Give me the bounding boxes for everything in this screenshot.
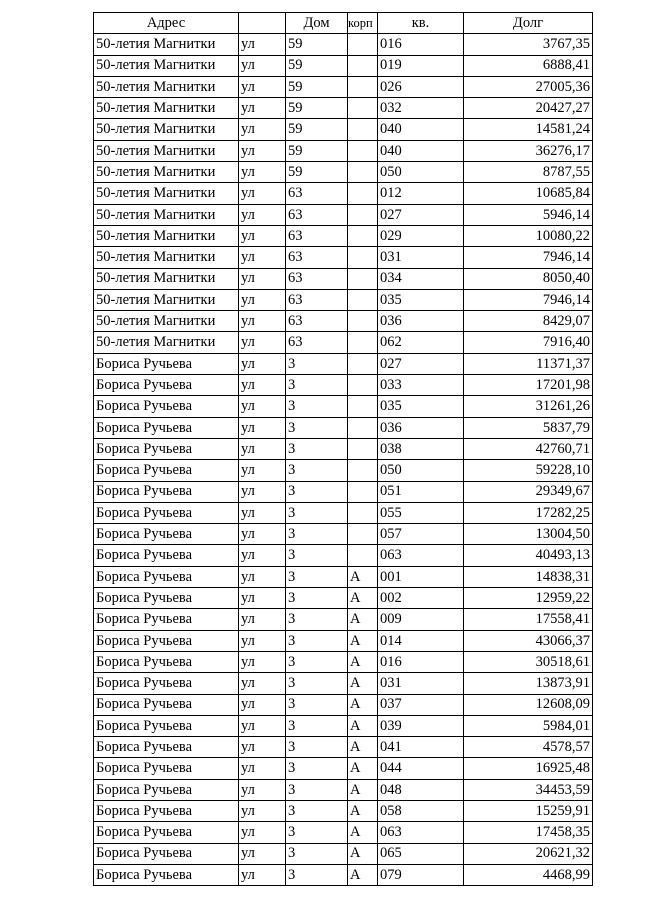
address-cell: 50-летия Магнитки — [94, 268, 239, 289]
header-house: Дом — [286, 13, 348, 34]
building-cell: А — [348, 651, 378, 672]
house-cell: 3 — [286, 758, 348, 779]
building-cell — [348, 460, 378, 481]
apartment-cell: 019 — [378, 55, 464, 76]
building-cell — [348, 55, 378, 76]
table-row — [94, 800, 593, 821]
house-cell: 63 — [286, 183, 348, 204]
building-cell — [348, 76, 378, 97]
street-type-cell: ул — [239, 247, 286, 268]
house-cell: 3 — [286, 609, 348, 630]
building-cell: А — [348, 715, 378, 736]
apartment-cell: 014 — [378, 630, 464, 651]
debt-cell: 36276,17 — [464, 140, 593, 161]
table-row — [94, 737, 593, 758]
house-cell: 3 — [286, 566, 348, 587]
header-building: корп — [348, 13, 378, 34]
apartment-cell: 012 — [378, 183, 464, 204]
table-row — [94, 289, 593, 310]
apartment-cell: 027 — [378, 353, 464, 374]
apartment-cell: 079 — [378, 864, 464, 885]
table-row — [94, 588, 593, 609]
street-type-cell: ул — [239, 119, 286, 140]
debt-cell: 40493,13 — [464, 545, 593, 566]
building-cell: А — [348, 630, 378, 651]
street-type-cell: ул — [239, 800, 286, 821]
header-row — [94, 13, 593, 34]
table-row — [94, 183, 593, 204]
building-cell: А — [348, 737, 378, 758]
debt-cell: 7946,14 — [464, 289, 593, 310]
apartment-cell: 037 — [378, 694, 464, 715]
table-row — [94, 502, 593, 523]
apartment-cell: 058 — [378, 800, 464, 821]
street-type-cell: ул — [239, 353, 286, 374]
debt-cell: 13873,91 — [464, 673, 593, 694]
apartment-cell: 063 — [378, 822, 464, 843]
building-cell — [348, 225, 378, 246]
street-type-cell: ул — [239, 375, 286, 396]
debt-cell: 20621,32 — [464, 843, 593, 864]
house-cell: 3 — [286, 502, 348, 523]
table-row — [94, 715, 593, 736]
table-row — [94, 545, 593, 566]
house-cell: 3 — [286, 737, 348, 758]
debt-cell: 14838,31 — [464, 566, 593, 587]
building-cell: А — [348, 588, 378, 609]
house-cell: 63 — [286, 268, 348, 289]
house-cell: 3 — [286, 715, 348, 736]
address-cell: Бориса Ручьева — [94, 375, 239, 396]
apartment-cell: 038 — [378, 438, 464, 459]
address-cell: Бориса Ручьева — [94, 864, 239, 885]
house-cell: 3 — [286, 545, 348, 566]
house-cell: 3 — [286, 673, 348, 694]
address-cell: 50-летия Магнитки — [94, 98, 239, 119]
house-cell: 59 — [286, 34, 348, 55]
debt-cell: 3767,35 — [464, 34, 593, 55]
debt-cell: 20427,27 — [464, 98, 593, 119]
building-cell — [348, 204, 378, 225]
address-cell: Бориса Ручьева — [94, 673, 239, 694]
apartment-cell: 063 — [378, 545, 464, 566]
apartment-cell: 039 — [378, 715, 464, 736]
building-cell — [348, 417, 378, 438]
table-row — [94, 119, 593, 140]
header-address: Адрес — [94, 13, 239, 34]
apartment-cell: 041 — [378, 737, 464, 758]
apartment-cell: 016 — [378, 34, 464, 55]
debt-cell: 34453,59 — [464, 779, 593, 800]
address-cell: Бориса Ручьева — [94, 396, 239, 417]
apartment-cell: 040 — [378, 140, 464, 161]
table-row — [94, 204, 593, 225]
address-cell: Бориса Ручьева — [94, 822, 239, 843]
house-cell: 3 — [286, 694, 348, 715]
building-cell: А — [348, 864, 378, 885]
apartment-cell: 035 — [378, 289, 464, 310]
table-row — [94, 98, 593, 119]
building-cell: А — [348, 566, 378, 587]
table-row — [94, 332, 593, 353]
building-cell — [348, 332, 378, 353]
building-cell: А — [348, 822, 378, 843]
house-cell: 3 — [286, 524, 348, 545]
table-row — [94, 438, 593, 459]
house-cell: 63 — [286, 204, 348, 225]
debt-cell: 7916,40 — [464, 332, 593, 353]
apartment-cell: 050 — [378, 162, 464, 183]
building-cell: А — [348, 843, 378, 864]
street-type-cell: ул — [239, 204, 286, 225]
building-cell — [348, 34, 378, 55]
address-cell: Бориса Ручьева — [94, 481, 239, 502]
street-type-cell: ул — [239, 737, 286, 758]
apartment-cell: 048 — [378, 779, 464, 800]
debt-cell: 14581,24 — [464, 119, 593, 140]
table-row — [94, 609, 593, 630]
street-type-cell: ул — [239, 822, 286, 843]
house-cell: 3 — [286, 651, 348, 672]
building-cell — [348, 502, 378, 523]
apartment-cell: 027 — [378, 204, 464, 225]
house-cell: 59 — [286, 76, 348, 97]
table-row — [94, 630, 593, 651]
table-row — [94, 673, 593, 694]
debt-cell: 8787,55 — [464, 162, 593, 183]
street-type-cell: ул — [239, 758, 286, 779]
table-row — [94, 34, 593, 55]
debt-cell: 5837,79 — [464, 417, 593, 438]
apartment-cell: 001 — [378, 566, 464, 587]
house-cell: 59 — [286, 162, 348, 183]
street-type-cell: ул — [239, 588, 286, 609]
table-body — [94, 34, 593, 886]
debt-cell: 17458,35 — [464, 822, 593, 843]
table-row — [94, 225, 593, 246]
address-cell: 50-летия Магнитки — [94, 162, 239, 183]
address-cell: Бориса Ручьева — [94, 779, 239, 800]
header-street-type — [239, 13, 286, 34]
debt-cell: 5946,14 — [464, 204, 593, 225]
street-type-cell: ул — [239, 651, 286, 672]
debt-cell: 4468,99 — [464, 864, 593, 885]
debt-cell: 30518,61 — [464, 651, 593, 672]
building-cell: А — [348, 694, 378, 715]
debt-cell: 29349,67 — [464, 481, 593, 502]
street-type-cell: ул — [239, 225, 286, 246]
address-cell: Бориса Ручьева — [94, 630, 239, 651]
house-cell: 63 — [286, 311, 348, 332]
table-row — [94, 524, 593, 545]
address-cell: Бориса Ручьева — [94, 438, 239, 459]
debt-cell: 17558,41 — [464, 609, 593, 630]
address-cell: Бориса Ручьева — [94, 545, 239, 566]
building-cell — [348, 183, 378, 204]
debt-cell: 59228,10 — [464, 460, 593, 481]
address-cell: 50-летия Магнитки — [94, 204, 239, 225]
table-row — [94, 55, 593, 76]
address-cell: Бориса Ручьева — [94, 737, 239, 758]
apartment-cell: 033 — [378, 375, 464, 396]
address-cell: Бориса Ручьева — [94, 417, 239, 438]
building-cell: А — [348, 609, 378, 630]
street-type-cell: ул — [239, 779, 286, 800]
apartment-cell: 032 — [378, 98, 464, 119]
table-row — [94, 140, 593, 161]
address-cell: Бориса Ручьева — [94, 651, 239, 672]
address-cell: 50-летия Магнитки — [94, 289, 239, 310]
address-cell: 50-летия Магнитки — [94, 311, 239, 332]
debt-cell: 10080,22 — [464, 225, 593, 246]
address-cell: Бориса Ручьева — [94, 694, 239, 715]
table-row — [94, 353, 593, 374]
table-row — [94, 779, 593, 800]
street-type-cell: ул — [239, 162, 286, 183]
street-type-cell: ул — [239, 311, 286, 332]
street-type-cell: ул — [239, 34, 286, 55]
debt-cell: 5984,01 — [464, 715, 593, 736]
debt-cell: 27005,36 — [464, 76, 593, 97]
street-type-cell: ул — [239, 76, 286, 97]
apartment-cell: 035 — [378, 396, 464, 417]
address-cell: Бориса Ручьева — [94, 715, 239, 736]
building-cell: А — [348, 758, 378, 779]
building-cell — [348, 268, 378, 289]
house-cell: 63 — [286, 225, 348, 246]
building-cell — [348, 119, 378, 140]
table-row — [94, 76, 593, 97]
table-row — [94, 311, 593, 332]
debt-cell: 6888,41 — [464, 55, 593, 76]
address-cell: Бориса Ручьева — [94, 843, 239, 864]
street-type-cell: ул — [239, 396, 286, 417]
street-type-cell: ул — [239, 545, 286, 566]
apartment-cell: 050 — [378, 460, 464, 481]
building-cell — [348, 545, 378, 566]
address-cell: 50-летия Магнитки — [94, 76, 239, 97]
house-cell: 3 — [286, 800, 348, 821]
table-row — [94, 864, 593, 885]
building-cell — [348, 396, 378, 417]
address-cell: Бориса Ручьева — [94, 566, 239, 587]
building-cell — [348, 353, 378, 374]
apartment-cell: 031 — [378, 247, 464, 268]
table-row — [94, 566, 593, 587]
street-type-cell: ул — [239, 55, 286, 76]
house-cell: 3 — [286, 630, 348, 651]
apartment-cell: 016 — [378, 651, 464, 672]
address-cell: 50-летия Магнитки — [94, 225, 239, 246]
street-type-cell: ул — [239, 609, 286, 630]
table-row — [94, 694, 593, 715]
street-type-cell: ул — [239, 438, 286, 459]
house-cell: 59 — [286, 55, 348, 76]
debt-cell: 10685,84 — [464, 183, 593, 204]
debt-cell: 15259,91 — [464, 800, 593, 821]
apartment-cell: 034 — [378, 268, 464, 289]
table-row — [94, 268, 593, 289]
building-cell — [348, 311, 378, 332]
address-cell: 50-летия Магнитки — [94, 55, 239, 76]
street-type-cell: ул — [239, 864, 286, 885]
apartment-cell: 026 — [378, 76, 464, 97]
address-cell: 50-летия Магнитки — [94, 183, 239, 204]
table-row — [94, 651, 593, 672]
street-type-cell: ул — [239, 502, 286, 523]
apartment-cell: 031 — [378, 673, 464, 694]
address-cell: 50-летия Магнитки — [94, 34, 239, 55]
debt-cell: 13004,50 — [464, 524, 593, 545]
address-cell: Бориса Ручьева — [94, 758, 239, 779]
house-cell: 3 — [286, 779, 348, 800]
building-cell — [348, 162, 378, 183]
house-cell: 3 — [286, 375, 348, 396]
table-row — [94, 247, 593, 268]
address-cell: Бориса Ручьева — [94, 353, 239, 374]
debt-cell: 12959,22 — [464, 588, 593, 609]
address-cell: Бориса Ручьева — [94, 502, 239, 523]
building-cell — [348, 524, 378, 545]
debt-cell: 7946,14 — [464, 247, 593, 268]
address-cell: Бориса Ручьева — [94, 800, 239, 821]
debt-table — [93, 12, 593, 886]
house-cell: 59 — [286, 119, 348, 140]
street-type-cell: ул — [239, 268, 286, 289]
debt-cell: 11371,37 — [464, 353, 593, 374]
building-cell — [348, 247, 378, 268]
building-cell — [348, 438, 378, 459]
address-cell: 50-летия Магнитки — [94, 140, 239, 161]
apartment-cell: 009 — [378, 609, 464, 630]
house-cell: 3 — [286, 843, 348, 864]
street-type-cell: ул — [239, 140, 286, 161]
building-cell — [348, 140, 378, 161]
apartment-cell: 036 — [378, 311, 464, 332]
house-cell: 3 — [286, 353, 348, 374]
street-type-cell: ул — [239, 332, 286, 353]
table-row — [94, 843, 593, 864]
table-row — [94, 417, 593, 438]
debt-cell: 12608,09 — [464, 694, 593, 715]
house-cell: 63 — [286, 247, 348, 268]
street-type-cell: ул — [239, 460, 286, 481]
apartment-cell: 029 — [378, 225, 464, 246]
apartment-cell: 051 — [378, 481, 464, 502]
building-cell: А — [348, 800, 378, 821]
street-type-cell: ул — [239, 673, 286, 694]
house-cell: 59 — [286, 140, 348, 161]
address-cell: Бориса Ручьева — [94, 609, 239, 630]
debt-cell: 31261,26 — [464, 396, 593, 417]
house-cell: 3 — [286, 481, 348, 502]
table-row — [94, 481, 593, 502]
house-cell: 3 — [286, 822, 348, 843]
street-type-cell: ул — [239, 524, 286, 545]
apartment-cell: 055 — [378, 502, 464, 523]
street-type-cell: ул — [239, 98, 286, 119]
debt-cell: 4578,57 — [464, 737, 593, 758]
building-cell — [348, 481, 378, 502]
debt-cell: 8050,40 — [464, 268, 593, 289]
address-cell: 50-летия Магнитки — [94, 247, 239, 268]
apartment-cell: 065 — [378, 843, 464, 864]
building-cell — [348, 375, 378, 396]
debt-cell: 8429,07 — [464, 311, 593, 332]
apartment-cell: 057 — [378, 524, 464, 545]
apartment-cell: 040 — [378, 119, 464, 140]
apartment-cell: 062 — [378, 332, 464, 353]
house-cell: 3 — [286, 396, 348, 417]
table-header — [94, 13, 593, 34]
header-debt: Долг — [464, 13, 593, 34]
table-row — [94, 162, 593, 183]
house-cell: 59 — [286, 98, 348, 119]
house-cell: 3 — [286, 417, 348, 438]
street-type-cell: ул — [239, 481, 286, 502]
house-cell: 3 — [286, 588, 348, 609]
house-cell: 3 — [286, 460, 348, 481]
address-cell: Бориса Ручьева — [94, 460, 239, 481]
building-cell: А — [348, 779, 378, 800]
header-apartment: кв. — [378, 13, 464, 34]
building-cell: А — [348, 673, 378, 694]
street-type-cell: ул — [239, 715, 286, 736]
address-cell: 50-летия Магнитки — [94, 332, 239, 353]
debt-cell: 42760,71 — [464, 438, 593, 459]
house-cell: 63 — [286, 289, 348, 310]
table-row — [94, 822, 593, 843]
debt-cell: 16925,48 — [464, 758, 593, 779]
street-type-cell: ул — [239, 183, 286, 204]
street-type-cell: ул — [239, 694, 286, 715]
house-cell: 63 — [286, 332, 348, 353]
apartment-cell: 002 — [378, 588, 464, 609]
house-cell: 3 — [286, 864, 348, 885]
building-cell — [348, 98, 378, 119]
table-row — [94, 396, 593, 417]
table-row — [94, 375, 593, 396]
apartment-cell: 044 — [378, 758, 464, 779]
street-type-cell: ул — [239, 843, 286, 864]
table-row — [94, 460, 593, 481]
street-type-cell: ул — [239, 630, 286, 651]
house-cell: 3 — [286, 438, 348, 459]
street-type-cell: ул — [239, 289, 286, 310]
debt-cell: 43066,37 — [464, 630, 593, 651]
building-cell — [348, 289, 378, 310]
address-cell: 50-летия Магнитки — [94, 119, 239, 140]
street-type-cell: ул — [239, 566, 286, 587]
debt-cell: 17282,25 — [464, 502, 593, 523]
apartment-cell: 036 — [378, 417, 464, 438]
address-cell: Бориса Ручьева — [94, 524, 239, 545]
street-type-cell: ул — [239, 417, 286, 438]
address-cell: Бориса Ручьева — [94, 588, 239, 609]
debt-cell: 17201,98 — [464, 375, 593, 396]
table-row — [94, 758, 593, 779]
